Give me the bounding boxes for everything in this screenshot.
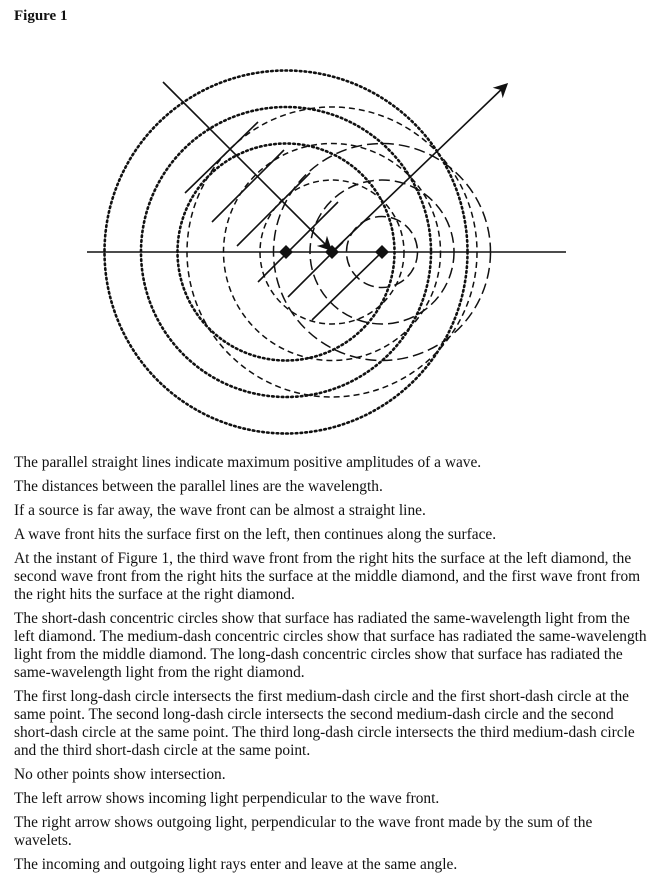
figure-title: Figure 1 bbox=[14, 8, 68, 24]
paragraph: The incoming and outgoing light rays enter and leave at the same angle. bbox=[14, 856, 458, 873]
explanation-text bbox=[14, 454, 650, 880]
wave-front-line bbox=[185, 122, 258, 193]
paragraph: At the instant of Figure 1, the third wave front from the right hits the surface at the left diamond, the second wave front from the right hits the surface at the middle diamond, and the first wave front from the right hits the surface at the right diamond. bbox=[14, 550, 641, 603]
paragraph: The parallel straight lines indicate maximum positive amplitudes of a wave. bbox=[14, 454, 482, 471]
paragraph: The left arrow shows incoming light perpendicular to the wave front. bbox=[14, 790, 440, 807]
outgoing-ray-arrow bbox=[332, 85, 506, 252]
paragraph: The right arrow shows outgoing light, perpendicular to the wave front made by the sum of the wavelets. bbox=[14, 814, 593, 849]
paragraph: The distances between the parallel lines are the wavelength. bbox=[14, 478, 383, 495]
left-diamond-icon bbox=[279, 245, 293, 259]
paragraph: If a source is far away, the wave front can be almost a straight line. bbox=[14, 502, 426, 519]
wave-front-line bbox=[212, 150, 284, 222]
paragraph: A wave front hits the surface first on the left, then continues along the surface. bbox=[14, 526, 497, 543]
paragraph: No other points show intersection. bbox=[14, 766, 226, 783]
paragraph: The first long-dash circle intersects the first medium-dash circle and the first short-dash circle at the same point. The second long-dash circle intersects the second medium-dash circle and the second short-dash circle at the same point. The third long-dash circle intersects the third medium-dash circle and the third short-dash circle at the same point. bbox=[14, 688, 635, 759]
paragraph: The short-dash concentric circles show that surface has radiated the same-wavelength light from the left diamond. The medium-dash concentric circles show that surface has radiated the same-wavelength light from the middle diamond. The long-dash concentric circles show that surface has radiated the same-wavelength light from the right diamond. bbox=[14, 610, 647, 681]
wave-fronts bbox=[185, 122, 382, 320]
